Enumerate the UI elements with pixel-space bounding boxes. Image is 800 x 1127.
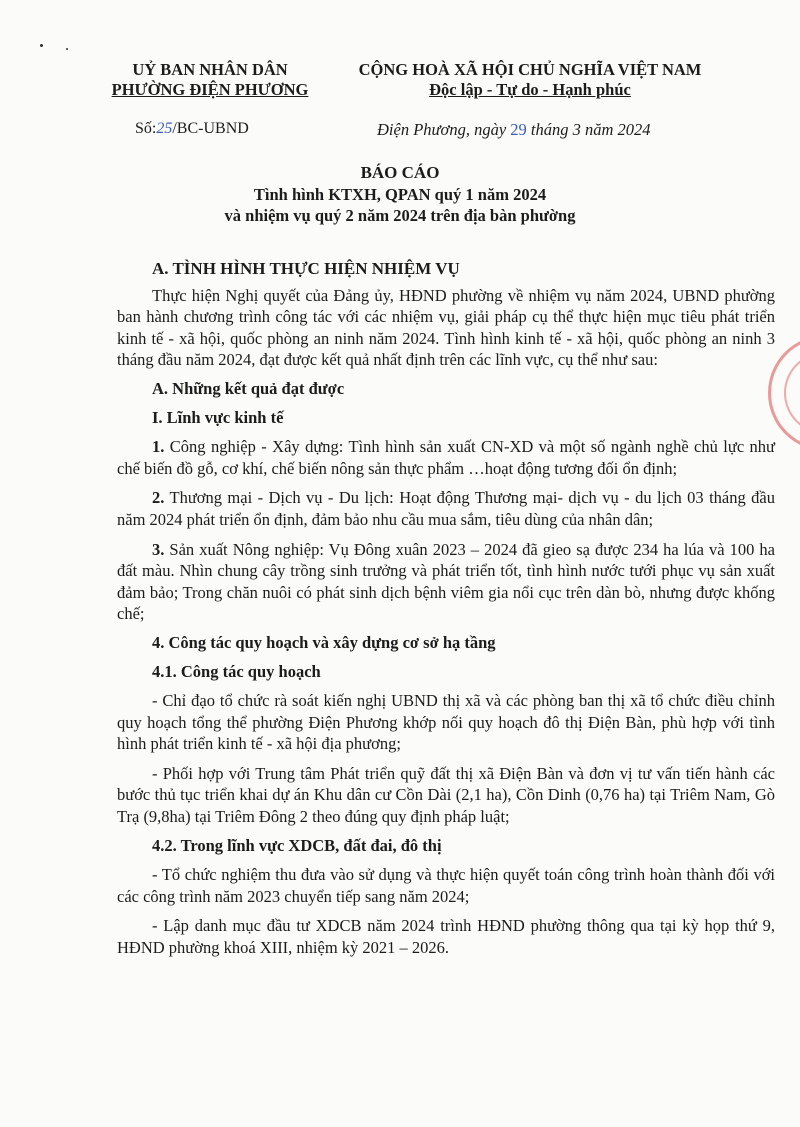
scan-speck: [66, 48, 68, 50]
doc-number-handwritten: 25: [156, 120, 173, 137]
subheading-construction-land: 4.2. Trong lĩnh vực XDCB, đất đai, đô thị: [152, 835, 442, 855]
paragraph-agriculture: 3. Sản xuất Nông nghiệp: Vụ Đông xuân 2023 – 2024 đã gieo sạ được 234 ha lúa và 100 ha đất màu. Nhìn chung cây trồng sinh trưởng và phát triển tốt, tình hình nước tưới phục vụ sản xuất đảm bảo; Trong chăn nuôi có phát sinh dịch bệnh viêm gia nổi cục trên dàn bò, nhưng được khống chế;: [117, 539, 775, 624]
national-header: [335, 60, 725, 100]
authority-line1: UỶ BAN NHÂN DÂN: [132, 60, 288, 79]
document-number: [135, 120, 249, 138]
subheading-planning: 4.1. Công tác quy hoạch: [152, 661, 321, 681]
national-name: CỘNG HOÀ XÃ HỘI CHỦ NGHĨA VIỆT NAM: [358, 60, 702, 79]
subheading-planning-infrastructure: 4. Công tác quy hoạch và xây dựng cơ sở hạ tầng: [152, 632, 496, 652]
place-date: Điện Phương, ngày 29 tháng 3 năm 2024: [377, 120, 651, 139]
document-body: [117, 258, 775, 959]
authority-line2: PHƯỜNG ĐIỆN PHƯƠNG: [111, 80, 309, 99]
intro-paragraph: Thực hiện Nghị quyết của Đảng ủy, HĐND phường về nhiệm vụ năm 2024, UBND phường ban hành chương trình công tác với các nhiệm vụ, giải pháp cụ thể thực hiện mục tiêu phát triển kinh tế - xã hội, quốc phòng an ninh năm 2024. Tình hình kinh tế - xã hội, quốc phòng an ninh 3 tháng đầu năm 2024, đạt được kết quả nhất định trên các lĩnh vực, cụ thể như sau:: [117, 285, 775, 370]
doc-number-suffix: /BC-UBND: [172, 120, 249, 137]
report-title: BÁO CÁO: [360, 163, 440, 182]
national-motto: Độc lập - Tự do - Hạnh phúc: [429, 80, 631, 99]
section-heading-A: A. TÌNH HÌNH THỰC HIỆN NHIỆM VỤ: [152, 259, 460, 278]
issuing-authority: [95, 60, 325, 100]
subheading-economy: I. Lĩnh vực kinh tế: [152, 407, 284, 427]
scan-speck: [40, 44, 43, 47]
paragraph-planning-review: - Chỉ đạo tổ chức rà soát kiến nghị UBND thị xã và các phòng ban thị xã tổ chức điều chỉnh quy hoạch tổng thể phường Điện Phương khớp nối quy hoạch đô thị Điện Bàn, phù hợp với tình hình phát triển kinh tế - xã hội địa phương;: [117, 691, 775, 754]
date-day-handwritten: 29: [510, 120, 527, 139]
report-subtitle-1: Tình hình KTXH, QPAN quý 1 năm 2024: [253, 185, 547, 204]
paragraph-planning-projects: - Phối hợp với Trung tâm Phát triển quỹ đất thị xã Điện Bàn và đơn vị tư vấn tiến hành các bước thủ tục triển khai dự án Khu dân cư Cồn Dài (2,1 ha), Cồn Dinh (0,76 ha) tại Triêm Nam, Gò Trạ (9,8ha) tại Triêm Đông 2 theo đúng quy định pháp luật;: [117, 763, 775, 827]
doc-number-prefix: Số:: [135, 120, 157, 137]
paragraph-industry: 1. Công nghiệp - Xây dựng: Tình hình sản xuất CN-XD và một số ngành nghề chủ lực như chế biến đồ gỗ, cơ khí, chế biến nông sản thực phẩm …hoạt động tương đối ổn định;: [117, 437, 775, 478]
paragraph-trade: 2. Thương mại - Dịch vụ - Du lịch: Hoạt động Thương mại- dịch vụ - du lịch 03 tháng đầu năm 2024 phát triển ổn định, đảm bảo nhu cầu mua sắm, tiêu dùng của nhân dân;: [117, 488, 775, 529]
paragraph-investment-list: - Lập danh mục đầu tư XDCB năm 2024 trình HĐND phường thông qua tại kỳ họp thứ 9, HĐND phường khoá XIII, nhiệm kỳ 2021 – 2026.: [117, 916, 775, 958]
subheading-results: A. Những kết quả đạt được: [152, 378, 345, 398]
report-subtitle-2: và nhiệm vụ quý 2 năm 2024 trên địa bàn phường: [224, 206, 576, 225]
paragraph-acceptance: - Tổ chức nghiệm thu đưa vào sử dụng và thực hiện quyết toán công trình hoàn thành đối với các công trình năm 2023 chuyển tiếp sang năm 2024;: [117, 865, 775, 906]
